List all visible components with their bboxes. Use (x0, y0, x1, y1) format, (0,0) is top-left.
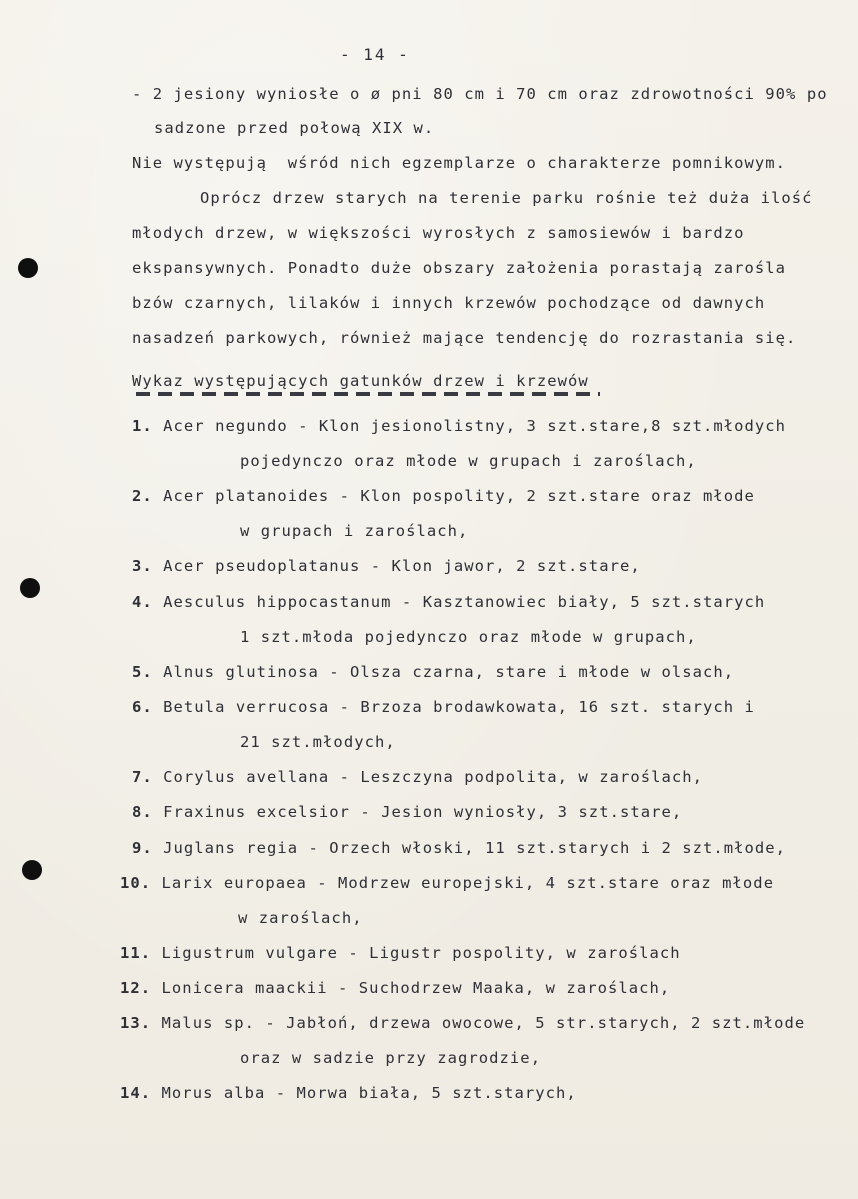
list-item-text: Acer pseudoplatanus - Klon jawor, 2 szt.stare, (163, 557, 641, 575)
list-item-continuation: 1 szt.młoda pojedynczo oraz młode w grupach, (240, 628, 697, 646)
list-item-number: 3. (132, 557, 153, 575)
page-number: - 14 - (340, 45, 410, 64)
list-item-number: 8. (132, 803, 153, 821)
list-item-text: Aesculus hippocastanum - Kasztanowiec biały, 5 szt.starych (163, 593, 766, 611)
list-item-text: Morus alba - Morwa biała, 5 szt.starych, (161, 1084, 577, 1102)
punch-hole (20, 578, 40, 598)
list-item (120, 1013, 805, 1033)
list-item (132, 486, 755, 506)
list-item-number: 12. (120, 979, 152, 997)
section-heading: Wykaz występujących gatunków drzew i krzewów (132, 372, 589, 390)
list-item-text: Fraxinus excelsior - Jesion wyniosły, 3 szt.stare, (163, 803, 683, 821)
paragraph-line: młodych drzew, w większości wyrosłych z samosiewów i bardzo (132, 224, 745, 242)
list-item-number: 9. (132, 839, 153, 857)
list-item-number: 4. (132, 593, 153, 611)
paragraph-line: - 2 jesiony wyniosłe o ø pni 80 cm i 70 cm oraz zdrowotności 90% po (132, 85, 828, 103)
list-item (120, 1083, 577, 1103)
list-item (132, 592, 765, 612)
list-item-continuation: w grupach i zaroślach, (240, 522, 469, 540)
list-item (132, 697, 755, 717)
paragraph-line: ekspansywnych. Ponadto duże obszary założenia porastają zarośla (132, 259, 787, 277)
list-item-number: 1. (132, 417, 153, 435)
list-item (132, 416, 786, 436)
list-item (120, 873, 774, 893)
paragraph-line: nasadzeń parkowych, również mające tendencję do rozrastania się. (132, 329, 797, 347)
list-item-number: 11. (120, 944, 152, 962)
list-item-text: Malus sp. - Jabłoń, drzewa owocowe, 5 str.starych, 2 szt.młode (161, 1014, 806, 1032)
list-item-continuation: pojedynczo oraz młode w grupach i zaroślach, (240, 452, 697, 470)
paragraph-line: Nie występują wśród nich egzemplarze o charakterze pomnikowym. (132, 154, 787, 172)
list-item-continuation: w zaroślach, (238, 909, 363, 927)
list-item-number: 14. (120, 1084, 152, 1102)
list-item (132, 767, 703, 787)
list-item-text: Ligustrum vulgare - Ligustr pospolity, w zaroślach (161, 944, 681, 962)
list-item-number: 6. (132, 698, 153, 716)
list-item (132, 802, 682, 822)
list-item-text: Lonicera maackii - Suchodrzew Maaka, w zaroślach, (161, 979, 671, 997)
punch-hole (22, 860, 42, 880)
list-item (132, 662, 734, 682)
list-item-text: Acer platanoides - Klon pospolity, 2 szt.stare oraz młode (163, 487, 755, 505)
list-item-text: Larix europaea - Modrzew europejski, 4 szt.stare oraz młode (161, 874, 775, 892)
list-item-text: Betula verrucosa - Brzoza brodawkowata, 16 szt. starych i (163, 698, 755, 716)
list-item-text: Juglans regia - Orzech włoski, 11 szt.starych i 2 szt.młode, (163, 839, 787, 857)
list-item-number: 10. (120, 874, 152, 892)
heading-underline (136, 392, 600, 396)
punch-hole (18, 258, 38, 278)
list-item (132, 556, 641, 576)
paragraph-line: bzów czarnych, lilaków i innych krzewów pochodzące od dawnych (132, 294, 766, 312)
list-item-text: Acer negundo - Klon jesionolistny, 3 szt.stare,8 szt.młodych (163, 417, 787, 435)
list-item-text: Alnus glutinosa - Olsza czarna, stare i młode w olsach, (163, 663, 735, 681)
paragraph-line: sadzone przed połową XIX w. (154, 119, 435, 137)
list-item (120, 978, 670, 998)
list-item-continuation: oraz w sadzie przy zagrodzie, (240, 1049, 542, 1067)
list-item (132, 838, 786, 858)
list-item-continuation: 21 szt.młodych, (240, 733, 396, 751)
list-item-number: 13. (120, 1014, 152, 1032)
list-item-number: 2. (132, 487, 153, 505)
list-item-text: Corylus avellana - Leszczyna podpolita, w zaroślach, (163, 768, 704, 786)
list-item-number: 7. (132, 768, 153, 786)
list-item (120, 943, 681, 963)
list-item-number: 5. (132, 663, 153, 681)
paragraph-line: Oprócz drzew starych na terenie parku rośnie też duża ilość (200, 189, 813, 207)
